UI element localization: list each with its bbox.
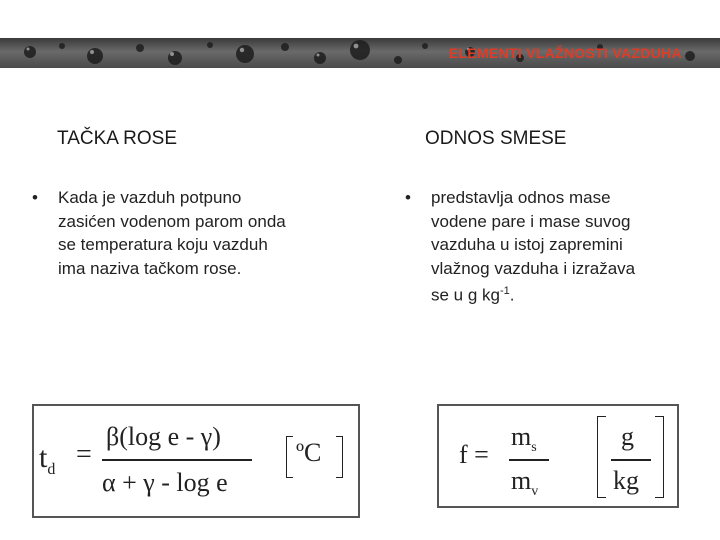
text-line: vodene pare i mase suvog: [431, 211, 631, 231]
formula-unit: ºC: [296, 438, 322, 467]
unit-denominator: kg: [613, 466, 639, 495]
fraction-bar: [102, 459, 252, 461]
text-line-prefix: se u g kg: [431, 285, 500, 305]
text-line: vazduha u istoj zapremini: [431, 235, 623, 254]
right-bracket: [655, 416, 664, 498]
mass-symbol: m: [511, 422, 532, 451]
mixing-ratio-formula: [437, 404, 679, 508]
exponent: -1: [500, 285, 510, 297]
formula-denominator: [511, 466, 538, 500]
mixing-ratio-bullet: [405, 186, 705, 316]
text-line: predstavlja odnos mase: [431, 188, 611, 207]
numerator-subscript: s: [531, 440, 537, 456]
banner-title: ELEMENTI VLAŽNOSTI VAZDUHA: [448, 45, 682, 61]
dew-point-title: TAČKA ROSE: [57, 128, 178, 149]
equals-sign: =: [76, 439, 92, 470]
formula-lhs: f =: [459, 440, 489, 469]
formula-denominator: α + γ - log e: [102, 468, 228, 497]
formula-numerator: [511, 422, 537, 456]
unit-fraction-bar: [611, 459, 651, 461]
bullet-mark: •: [32, 188, 38, 207]
dew-point-bullet: [32, 186, 352, 286]
unit-numerator: g: [621, 422, 634, 451]
mixing-ratio-text: [431, 186, 635, 307]
lhs-symbol: t: [39, 441, 48, 474]
mass-symbol: m: [511, 466, 532, 495]
text-line: vlažnog vazduha i izražava: [431, 258, 636, 278]
period: .: [509, 285, 515, 305]
text-line: Kada je vazduh potpuno: [58, 188, 242, 207]
lhs-subscript: d: [47, 461, 56, 478]
text-line: [431, 280, 635, 307]
mixing-ratio-title: ODNOS SMESE: [425, 128, 567, 149]
text-line: se temperatura koju vazduh: [58, 235, 268, 254]
bullet-mark: •: [405, 188, 411, 207]
formula-lhs: [39, 441, 55, 479]
left-bracket: [597, 416, 606, 498]
right-bracket: [336, 436, 343, 478]
text-line: zasićen vodenom parom onda: [58, 211, 286, 231]
fraction-bar: [509, 459, 549, 461]
denominator-subscript: v: [531, 484, 539, 500]
left-bracket: [286, 436, 293, 478]
text-line: ima naziva tačkom rose.: [58, 258, 242, 278]
formula-numerator: β(log e - γ): [106, 422, 221, 451]
header-banner: [0, 38, 720, 68]
dew-point-formula: [32, 404, 360, 518]
dew-point-text: [58, 186, 286, 280]
